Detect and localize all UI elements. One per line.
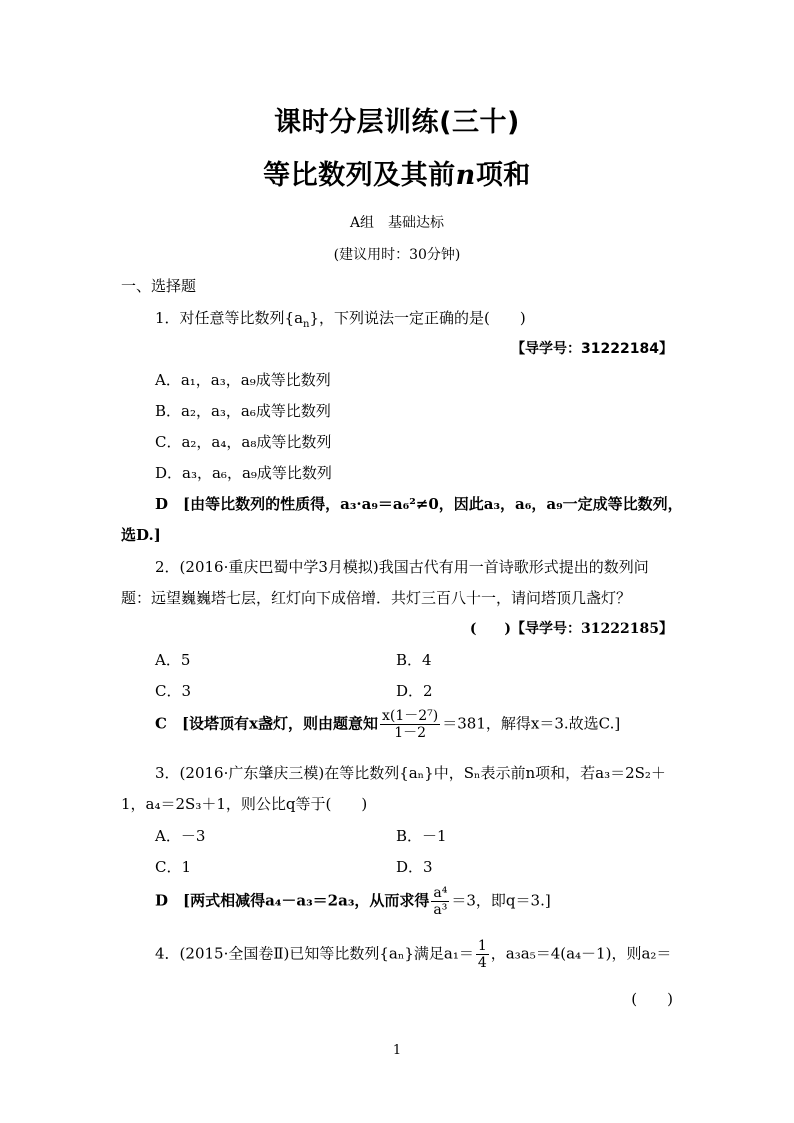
- q1-stem-text: 1．对任意等比数列{a: [155, 309, 304, 327]
- q3-option-c: C．1: [155, 858, 192, 876]
- q2-option-d: D．2: [396, 682, 433, 700]
- page-number: 1: [392, 1043, 402, 1058]
- q3-answer-pre: D [两式相减得a₄－a₃＝2a₃，从而求得: [155, 891, 430, 910]
- q1-option-b: B．a₂，a₃，a₆成等比数列: [155, 402, 331, 420]
- q3-fraction-denominator: a³: [433, 902, 448, 918]
- q2-answer-pre: C [设塔顶有x盏灯，则由题意知: [155, 714, 378, 733]
- page-subtitle: [0, 153, 794, 192]
- q2-option-c: C．3: [155, 682, 192, 700]
- q1-option-a: A．a₁，a₃，a₉成等比数列: [155, 371, 331, 389]
- q1-stem-end: }，下列说法一定正确的是( ): [309, 309, 526, 327]
- q4-stem: [155, 938, 671, 971]
- q3-answer: [155, 885, 551, 918]
- q4-fraction: [476, 938, 489, 971]
- group-label: A组 基础达标: [349, 215, 445, 231]
- time-note: (建议用时：30分钟): [333, 247, 461, 263]
- q2-answer-post: ＝381，解得x＝3.故选C.]: [442, 714, 621, 733]
- q3-answer-fraction: [431, 885, 449, 918]
- q3-answer-post: ＝3，即q＝3.]: [451, 891, 551, 910]
- q3-stem-line1: 3．(2016·广东肇庆三模)在等比数列{aₙ}中，Sₙ表示前n项和，若a₃＝2S₂＋: [155, 764, 666, 782]
- q2-stem-line2: 题：远望巍巍塔七层，红灯向下成倍增．共灯三百八十一，请问塔顶几盏灯？: [121, 589, 632, 607]
- q3-stem-line2: 1，a₄＝2S₃＋1，则公比q等于( ): [121, 795, 368, 813]
- q4-stem-pre: 4．(2015·全国卷Ⅱ)已知等比数列{aₙ}满足a₁＝: [155, 944, 474, 963]
- q4-answer-paren: ( ): [631, 990, 673, 1008]
- q2-answer-fraction: [380, 708, 440, 741]
- q1-option-c: C．a₂，a₄，a₈成等比数列: [155, 433, 332, 451]
- q1-stem-sub: n: [303, 319, 310, 330]
- q1-stem: [155, 307, 526, 330]
- q1-answer: D [由等比数列的性质得，a₃·a₉＝a₆²≠0，因此a₃，a₆，a₉一定成等比数列，: [155, 495, 683, 513]
- q2-reference-number: ( )【导学号：31222185】: [469, 621, 673, 637]
- subtitle-variable: n: [455, 160, 476, 191]
- q1-answer-cont: 选D.]: [121, 526, 161, 544]
- section-heading: 一、选择题: [121, 277, 197, 295]
- q2-stem-line1: 2．(2016·重庆巴蜀中学3月模拟)我国古代有用一首诗歌形式提出的数列问: [155, 558, 649, 576]
- q2-answer: [155, 708, 620, 741]
- q4-fraction-denominator: 4: [477, 955, 487, 971]
- q4-fraction-numerator: 1: [477, 938, 487, 954]
- q1-reference-number: 【导学号：31222184】: [511, 341, 673, 357]
- q2-fraction-denominator: 1－2: [394, 725, 427, 741]
- q3-option-a: A．－3: [155, 827, 206, 845]
- q2-fraction-numerator: x(1－2⁷): [381, 708, 439, 724]
- page-title: 课时分层训练(三十): [274, 107, 520, 138]
- subtitle-end: 项和: [475, 160, 531, 191]
- subtitle-text: 等比数列及其前: [263, 160, 456, 191]
- q2-option-b: B．4: [396, 651, 432, 669]
- q3-option-b: B．－1: [396, 827, 447, 845]
- q3-fraction-numerator: a⁴: [433, 885, 448, 901]
- q1-option-d: D．a₃，a₆，a₉成等比数列: [155, 464, 332, 482]
- q3-option-d: D．3: [396, 858, 433, 876]
- q4-stem-post: ，a₃a₅＝4(a₄－1)，则a₂＝: [490, 944, 672, 963]
- q2-option-a: A．5: [155, 651, 191, 669]
